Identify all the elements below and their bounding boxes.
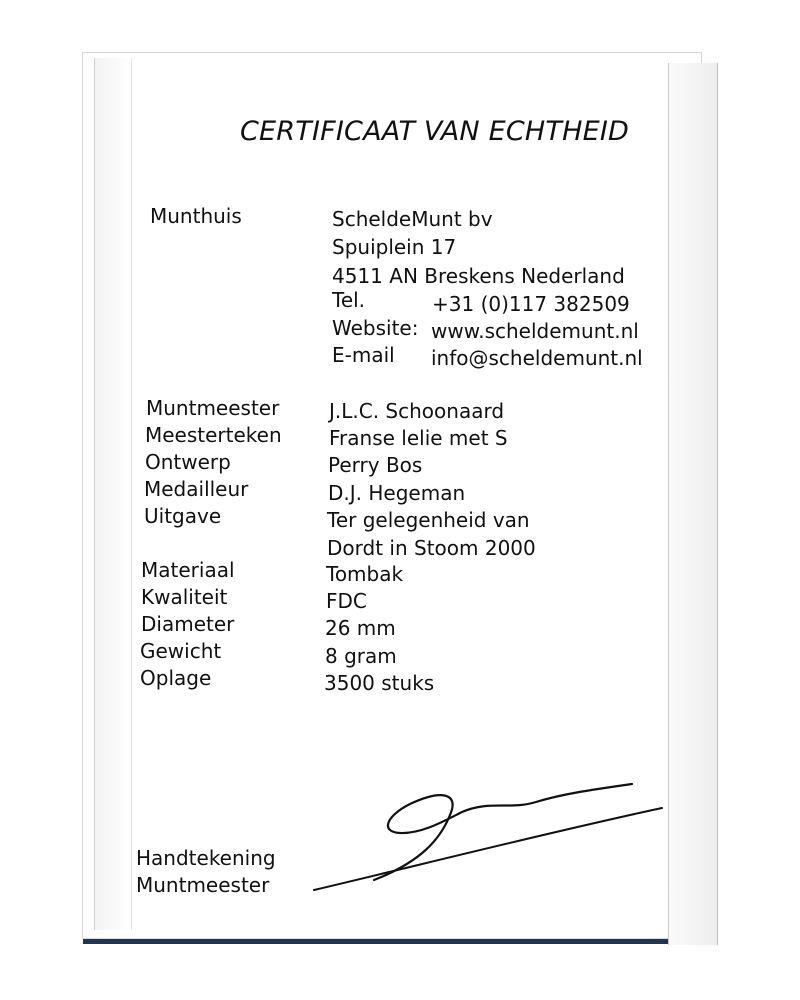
detail-value-gewicht: 8 gram [325,644,397,668]
detail-label-muntmeester: Muntmeester [146,396,280,420]
website-label: Website: [332,316,419,340]
detail-label-gewicht: Gewicht [140,639,222,663]
detail-value-muntmeester: J.L.C. Schoonaard [329,399,505,423]
detail-value-uitgave-line2: Dordt in Stoom 2000 [327,536,536,560]
detail-label-diameter: Diameter [141,612,235,636]
tel-label: Tel. [332,288,366,312]
detail-label-medailleur: Medailleur [144,477,249,501]
munthuis-street: Spuiplein 17 [332,235,457,259]
folder-flap-left [94,58,132,930]
email-label: E-mail [332,343,395,367]
certificate-title: CERTIFICAAT VAN ECHTHEID [240,116,630,147]
tel-value: +31 (0)117 382509 [432,292,630,316]
munthuis-label: Munthuis [150,204,242,228]
munthuis-name: ScheldeMunt bv [332,207,493,231]
detail-label-uitgave: Uitgave [144,504,222,528]
detail-label-kwaliteit: Kwaliteit [141,585,228,609]
detail-label-meesterteken: Meesterteken [145,423,282,447]
detail-label-oplage: Oplage [140,666,212,690]
website-value: www.scheldemunt.nl [431,319,639,343]
detail-label-ontwerp: Ontwerp [145,450,231,474]
detail-value-meesterteken: Franse lelie met S [329,426,508,450]
detail-label-materiaal: Materiaal [141,558,235,582]
detail-value-ontwerp: Perry Bos [328,453,423,477]
folder-flap-right [668,63,718,945]
detail-value-uitgave: Ter gelegenheid van [327,508,530,532]
handwritten-signature [300,770,670,900]
detail-value-oplage: 3500 stuks [324,671,435,695]
detail-value-kwaliteit: FDC [326,589,367,613]
email-value: info@scheldemunt.nl [431,346,643,370]
signature-label-line2: Muntmeester [136,873,270,897]
detail-value-medailleur: D.J. Hegeman [328,481,466,505]
munthuis-city: 4511 AN Breskens Nederland [332,264,625,288]
detail-value-materiaal: Tombak [326,562,404,586]
detail-value-diameter: 26 mm [325,616,396,640]
signature-label-line1: Handtekening [136,846,276,870]
